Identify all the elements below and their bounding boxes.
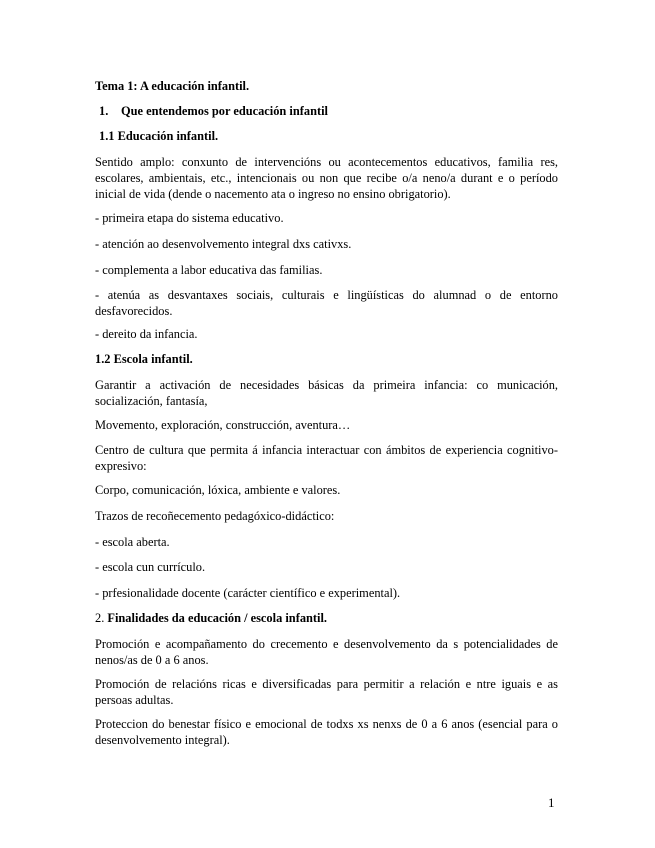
- section-1-label: Que entendemos por educación infantil: [121, 104, 328, 118]
- subsection-1-1-heading: 1.1 Educación infantil.: [99, 129, 219, 143]
- paragraph-centro-cultura: Centro de cultura que permita á infancia interactuar con ámbitos de experiencia cognitivo-expresivo:: [95, 443, 558, 473]
- list-item-dereito: - dereito da infancia.: [95, 327, 198, 341]
- paragraph-garantir: Garantir a activación de necesidades básicas da primeira infancia: co municación, socialización, fantasía,: [95, 378, 558, 408]
- section-2-label: Finalidades da educación / escola infantil.: [107, 611, 328, 625]
- paragraph-promocion-crecemento: Promoción e acompañamento do crecemento e desenvolvemento da s potencialidades de nenos/as de 0 a 6 anos.: [95, 637, 558, 667]
- list-item-complementa: - complementa a labor educativa das familias.: [95, 263, 323, 277]
- document-title: Tema 1: A educación infantil.: [95, 79, 250, 93]
- list-item-atenua: - atenúa as desvantaxes sociais, culturais e lingüísticas do alumnad o de entorno desfavorecidos.: [95, 288, 558, 318]
- subsection-1-2-heading: 1.2 Escola infantil.: [95, 352, 193, 366]
- paragraph-movemento: Movemento, exploración, construcción, aventura…: [95, 418, 351, 432]
- list-item-atencion: - atención ao desenvolvemento integral dxs cativxs.: [95, 237, 352, 251]
- page-number: 1: [548, 795, 555, 810]
- list-item-prfesionalidade: - prfesionalidade docente (carácter científico e experimental).: [95, 586, 401, 600]
- section-1-heading: [99, 103, 562, 119]
- paragraph-trazos: Trazos de recoñecemento pedagóxico-didáctico:: [95, 509, 335, 523]
- section-1-number: 1.: [99, 104, 109, 118]
- section-2-number: 2.: [95, 611, 105, 625]
- list-item-escola-aberta: - escola aberta.: [95, 535, 170, 549]
- section-2-heading: [95, 610, 558, 626]
- paragraph-sentido-amplo: Sentido amplo: conxunto de intervencións ou acontecementos educativos, familia res, escolares, ambientais, etc., intencionais ou non que recibe o/a neno/a durant e o período inicial de vida (dende o nacemento ata o ingreso no ensino obrigatorio).: [95, 155, 558, 201]
- paragraph-proteccion-benestar: Proteccion do benestar físico e emocional de todxs xs nenxs de 0 a 6 anos (esencial para o desenvolvemento integral).: [95, 717, 558, 747]
- list-item-primeira-etapa: - primeira etapa do sistema educativo.: [95, 211, 284, 225]
- list-item-escola-curriculo: - escola cun currículo.: [95, 560, 206, 574]
- paragraph-promocion-relacions: Promoción de relacións ricas e diversificadas para permitir a relación e ntre iguais e as persoas adultas.: [95, 677, 558, 707]
- paragraph-corpo: Corpo, comunicación, lóxica, ambiente e valores.: [95, 483, 341, 497]
